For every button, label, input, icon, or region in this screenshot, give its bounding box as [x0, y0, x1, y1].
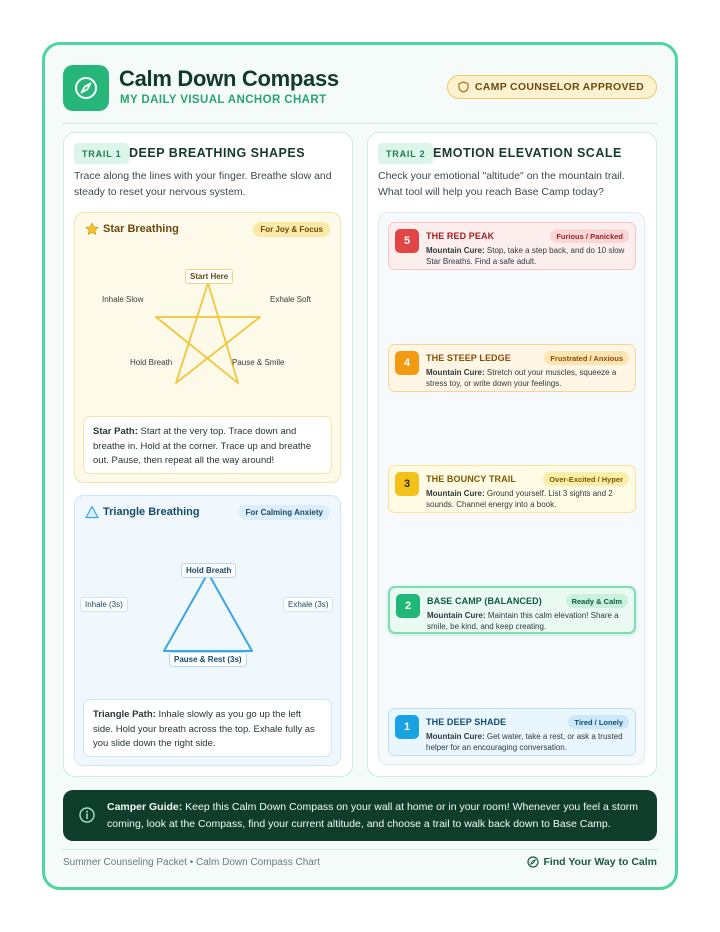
- level-card-2: [388, 586, 636, 634]
- page-title: Calm Down Compass: [119, 66, 339, 91]
- camper-guide-banner: [63, 790, 657, 841]
- footer-tagline-text: Find Your Way to Calm: [543, 856, 657, 868]
- compass-icon: [527, 856, 539, 868]
- cure-label: Mountain Cure:: [426, 732, 485, 741]
- star-inhale-label: Inhale Slow: [102, 295, 144, 304]
- poster-frame: [42, 42, 678, 890]
- triangle-hold-label: Hold Breath: [181, 563, 236, 578]
- panel-title: DEEP BREATHING SHAPES: [129, 146, 306, 160]
- footer-divider: [63, 849, 657, 850]
- cure-text: Stop, take a step back, and do 10 slow Star Breaths. Find a safe adult.: [426, 246, 625, 266]
- trail-tag: TRAIL 1: [74, 143, 129, 164]
- triangle-path-note: [83, 699, 332, 757]
- breathing-shapes-panel: [63, 132, 353, 777]
- level-name: THE DEEP SHADE: [426, 717, 507, 727]
- info-icon: [79, 807, 95, 823]
- compass-icon: [73, 75, 99, 101]
- footer-tagline: [527, 856, 657, 868]
- guide-body: Keep this Calm Down Compass on your wall at home or in your room! Whenever you feel a storm coming, look at the Compass, find your current altitude, and choose a trail to walk back down to Base Camp.: [107, 801, 639, 830]
- level-card-1: [388, 708, 636, 756]
- level-name: BASE CAMP (BALANCED): [427, 596, 542, 606]
- level-number: 3: [395, 472, 419, 496]
- approved-badge: [447, 75, 657, 99]
- cure-label: Mountain Cure:: [426, 368, 485, 377]
- star-start-label: Start Here: [185, 269, 233, 284]
- level-card-3: [388, 465, 636, 513]
- page-subtitle: MY DAILY VISUAL ANCHOR CHART: [120, 94, 327, 106]
- cure-label: Mountain Cure:: [426, 489, 485, 498]
- cure-text: Stretch out your muscles, squeeze a stress toy, or write down your feelings.: [426, 368, 617, 388]
- star-pause-label: Pause & Smile: [232, 358, 285, 367]
- level-tag: Furious / Panicked: [550, 229, 629, 243]
- star-breathing-title: Star Breathing: [103, 223, 179, 235]
- star-path-note: [83, 416, 332, 474]
- panel-title: EMOTION ELEVATION SCALE: [433, 146, 622, 160]
- level-tag: Frustrated / Anxious: [544, 351, 629, 365]
- cure-label: Mountain Cure:: [427, 611, 486, 620]
- level-cure: [426, 245, 631, 267]
- star-note-label: Star Path:: [93, 426, 138, 437]
- level-name: THE RED PEAK: [426, 231, 495, 241]
- level-number: 2: [396, 594, 420, 618]
- triangle-note-label: Triangle Path:: [93, 709, 156, 720]
- level-cure: [426, 731, 631, 753]
- level-number: 4: [395, 351, 419, 375]
- star-pill: For Joy & Focus: [253, 222, 330, 237]
- approved-badge-label: CAMP COUNSELOR APPROVED: [474, 81, 644, 93]
- triangle-pause-label: Pause & Rest (3s): [169, 652, 247, 667]
- triangle-breathing-card: [74, 495, 341, 766]
- footer-caption: Summer Counseling Packet • Calm Down Compass Chart: [63, 857, 320, 868]
- level-cure: [426, 488, 631, 510]
- level-number: 5: [395, 229, 419, 253]
- level-name: THE BOUNCY TRAIL: [426, 474, 516, 484]
- triangle-note-text: Inhale slowly as you go up the left side. Hold your breath across the top. Exhale fully as you slide down the right side.: [93, 709, 315, 749]
- triangle-breathing-title: Triangle Breathing: [103, 506, 200, 518]
- level-cure: [427, 610, 632, 632]
- header-divider: [63, 123, 657, 124]
- level-tag: Tired / Lonely: [568, 715, 629, 729]
- guide-label: Camper Guide:: [107, 801, 183, 813]
- star-note-text: Start at the very top. Trace down and breathe in. Hold at the corner. Trace up and breathe out. Pause, then repeat all the way around!: [93, 426, 312, 466]
- level-tag: Ready & Calm: [566, 594, 628, 608]
- elevation-scale: [378, 212, 645, 765]
- level-tag: Over-Excited / Hyper: [543, 472, 629, 486]
- panel-description: Trace along the lines with your finger. Breathe slow and steady to reset your nervous system.: [74, 170, 332, 198]
- cure-text: Ground yourself. List 3 sights and 2 sounds. Channel energy into a book.: [426, 489, 613, 509]
- cure-text: Get water, take a rest, or ask a trusted helper for an encouraging conversation.: [426, 732, 623, 752]
- triangle-pill: For Calming Anxiety: [239, 505, 331, 520]
- level-name: THE STEEP LEDGE: [426, 353, 511, 363]
- level-number: 1: [395, 715, 419, 739]
- compass-logo: [63, 65, 109, 111]
- camper-guide-text: [107, 799, 647, 832]
- cure-text: Maintain this calm elevation! Share a smile, be kind, and keep creating.: [427, 611, 619, 631]
- shield-icon: [458, 81, 469, 93]
- level-card-5: [388, 222, 636, 270]
- panel-description: Check your emotional "altitude" on the mountain trail. What tool will help you reach Base Camp today?: [378, 170, 625, 198]
- header: [63, 62, 657, 120]
- cure-label: Mountain Cure:: [426, 246, 485, 255]
- triangle-exhale-label: Exhale (3s): [283, 597, 333, 612]
- level-card-4: [388, 344, 636, 392]
- level-cure: [426, 367, 631, 389]
- star-exhale-label: Exhale Soft: [270, 295, 311, 304]
- emotion-elevation-panel: [367, 132, 657, 777]
- trail-tag: TRAIL 2: [378, 143, 433, 164]
- star-hold-label: Hold Breath: [130, 358, 173, 367]
- triangle-inhale-label: Inhale (3s): [80, 597, 128, 612]
- star-breathing-card: [74, 212, 341, 483]
